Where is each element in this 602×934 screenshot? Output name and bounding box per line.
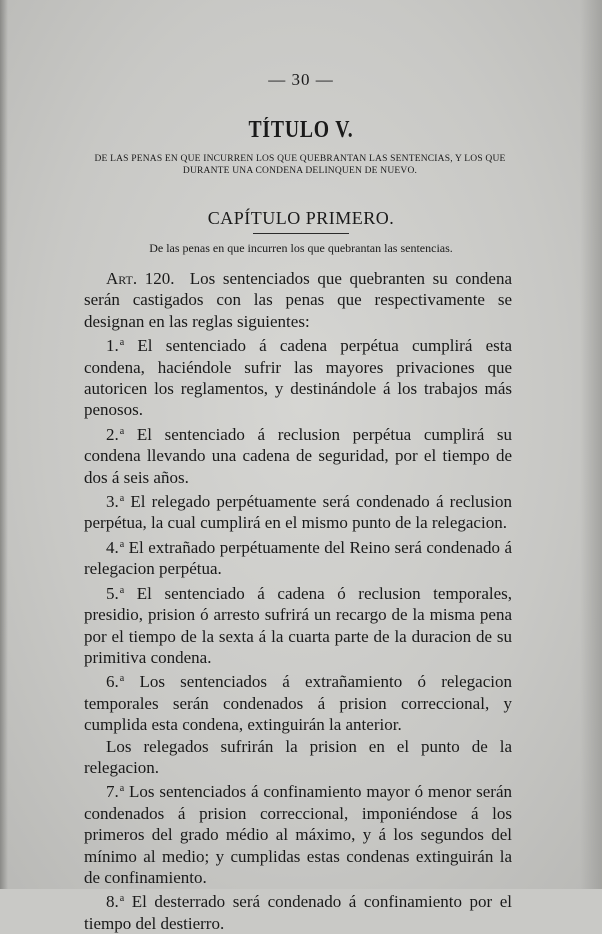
article-rule: [84, 888, 512, 934]
page-number: — 30 —: [268, 70, 334, 89]
rule-ordinal: a: [119, 893, 125, 905]
rule-number: 8.: [106, 892, 119, 912]
article-label: Art. 120.: [106, 269, 175, 288]
article-body: [84, 268, 512, 934]
page-shadow-right: [580, 0, 602, 889]
rule-text: El sentenciado á cadena ó reclusion temporales, presidio, prision ó arresto sufrirá un recargo de la misma pena por el tiempo de la sexta á la cuarta parte de la duracion de su primitiva condena.: [84, 583, 513, 667]
rule-text: El desterrado será condenado á confinamiento por el tiempo del destierro.: [84, 892, 512, 933]
rule-text: El relegado perpétuamente será condenado á reclusion perpétua, la cual cumplirá en el mismo punto de la relegacion.: [84, 492, 512, 533]
rule-ordinal: a: [119, 425, 125, 437]
article-rule: [84, 421, 512, 488]
rule-ordinal: a: [119, 783, 125, 795]
chapter-subheading: De las penas en que incurren los que quebrantan las sentencias.: [149, 241, 453, 255]
article-rule: [84, 488, 512, 534]
rule-number: 3.: [106, 492, 119, 512]
rule-ordinal: a: [119, 673, 125, 685]
rule-number: 1.: [106, 336, 119, 356]
title-heading: TÍTULO V.: [248, 117, 354, 143]
article-rule-continuation: [84, 736, 512, 779]
rule-number: 6.: [106, 672, 119, 692]
article-rule: [84, 668, 512, 735]
rule-text: El sentenciado á reclusion perpétua cumplirá su condena llevando una cadena de seguridad, por el tiempo de dos á seis años.: [84, 424, 512, 487]
article-intro-text: Los sentenciados que quebranten su condena serán castigados con las penas que respectivamente se designan en las reglas siguientes:: [84, 269, 513, 331]
rule-ordinal: a: [119, 538, 125, 550]
chapter-rule: [253, 233, 349, 234]
rule-text: Los sentenciados á extrañamiento ó relegacion temporales serán condenados á prision correccional, y cumplida esta condena, extinguirán la anterior.: [84, 672, 512, 735]
rule-text: El extrañado perpétuamente del Reino será condenado á relegacion perpétua.: [84, 537, 512, 579]
page-shadow-left: [0, 0, 8, 889]
article-intro-paragraph: [84, 268, 512, 332]
rule-ordinal: a: [119, 337, 125, 349]
rule-number: 7.: [106, 782, 119, 802]
rule-number: 4.: [106, 537, 119, 557]
rule-text: Los sentenciados á confinamiento mayor ó menor serán condenados á prision correccional, imponiéndose á los primeros del grado médio al máximo, y á los segundos del mínimo al medio; y cumplidas estas condenas extinguirán la de confinamiento.: [84, 782, 512, 887]
article-rule: [84, 778, 512, 888]
chapter-heading: CAPÍTULO PRIMERO.: [207, 208, 395, 228]
rule-ordinal: a: [119, 493, 125, 505]
article-rule: [84, 580, 512, 669]
article-rule: [84, 534, 512, 580]
rule-number: 2.: [106, 424, 119, 444]
rule-ordinal: a: [119, 584, 125, 596]
rule-number: 5.: [106, 583, 119, 603]
title-subheading: DE LAS PENAS EN QUE INCURREN LOS QUE QUEBRANTAN LAS SENTENCIAS, Y LOS QUE DURANTE UNA CONDENA DELINQUEN DE NUEVO.: [94, 154, 506, 176]
article-rule: [84, 332, 512, 421]
rule-text: El sentenciado á cadena perpétua cumplirá esta condena, haciéndole sufrir las mayores privaciones que autoricen los reglamentos, y destinándole á los trabajos más penosos.: [84, 336, 513, 420]
rule-text: Los relegados sufrirán la prision en el punto de la relegacion.: [84, 736, 512, 777]
